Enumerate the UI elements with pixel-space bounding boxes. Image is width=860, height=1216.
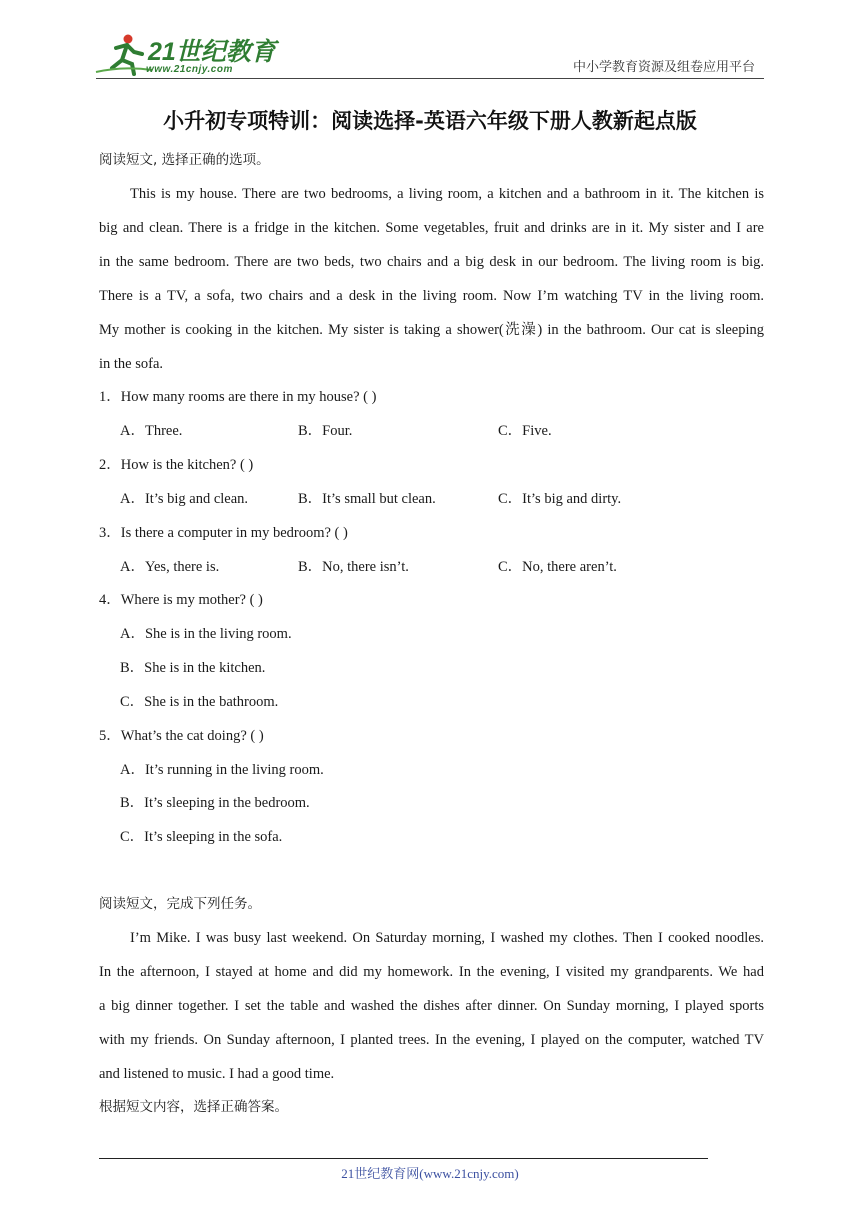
page-title: 小升初专项特训：阅读选择-英语六年级下册人教新起点版 [163,109,697,133]
q5-option-a[interactable]: A．It’s running in the living room. [120,762,324,778]
section2-task: 根据短文内容，选择正确答案。 [99,1099,288,1115]
section1-line-6: in the sofa. [99,356,164,372]
logo-title: 21世纪教育 [148,38,276,66]
platform-text: 中小学教育资源及组卷应用平台 [572,60,755,75]
footer-text[interactable]: 21世纪教育网(www.21cnjy.com) [341,1166,519,1181]
header-divider [96,78,764,79]
question-1: 1．How many rooms are there in my house? ( ) [99,389,377,405]
q3-option-c[interactable]: C．No, there aren’t. [498,559,617,575]
logo-url: www.21cnjy.com [146,64,233,75]
q2-option-a[interactable]: A．It’s big and clean. [120,491,249,507]
question-5: 5．What’s the cat doing? ( ) [99,728,264,744]
q1-option-a[interactable]: A．Three. [120,423,183,439]
section1-line-4: There is a TV, a sofa, two chairs and a desk in the living room. Now I’m watching TV in the living room. [99,288,764,304]
q2-option-b[interactable]: B．It’s small but clean. [298,491,436,507]
q3-option-b[interactable]: B．No, there isn’t. [298,559,409,575]
section2-line-3: a big dinner together. I set the table and washed the dishes after dinner. On Sunday morning, I played sports [99,998,764,1014]
section2-line-4: with my friends. On Sunday afternoon, I planted trees. In the evening, I played on the computer, watched TV [99,1032,764,1048]
section1-line-2: big and clean. There is a fridge in the kitchen. Some vegetables, fruit and drinks are in it. My sister and I are [99,220,764,236]
section1-line-3: in the same bedroom. There are two beds, two chairs and a big desk in our bedroom. The living room is big. [99,254,764,270]
q4-option-c[interactable]: C．She is in the bathroom. [120,694,279,710]
section2-line-5: and listened to music. I had a good time. [99,1066,335,1082]
question-2: 2．How is the kitchen? ( ) [99,457,254,473]
section1-line-1: This is my house. There are two bedrooms, a living room, a kitchen and a bathroom in it. The kitchen is [130,186,764,202]
q1-option-c[interactable]: C．Five. [498,423,552,439]
section1-line-5: My mother is cooking in the kitchen. My sister is taking a shower(洗澡) in the bathroom. Our cat is sleeping [99,322,764,338]
q4-option-a[interactable]: A．She is in the living room. [120,626,292,642]
section2-line-1: I’m Mike. I was busy last weekend. On Saturday morning, I washed my clothes. Then I cooked noodles. [130,930,764,946]
q3-option-a[interactable]: A．Yes, there is. [120,559,220,575]
question-4: 4．Where is my mother? ( ) [99,592,263,608]
q2-option-c[interactable]: C．It’s big and dirty. [498,491,622,507]
q1-option-b[interactable]: B．Four. [298,423,353,439]
q5-option-c[interactable]: C．It’s sleeping in the sofa. [120,829,283,845]
footer-divider [99,1158,708,1159]
question-3: 3．Is there a computer in my bedroom? ( ) [99,525,348,541]
section1-instruction: 阅读短文, 选择正确的选项。 [99,152,270,168]
section2-line-2: In the afternoon, I stayed at home and did my homework. In the evening, I visited my grandparents. We had [99,964,764,980]
q5-option-b[interactable]: B．It’s sleeping in the bedroom. [120,795,310,811]
q4-option-b[interactable]: B．She is in the kitchen. [120,660,266,676]
section2-instruction: 阅读短文，完成下列任务。 [99,896,261,912]
